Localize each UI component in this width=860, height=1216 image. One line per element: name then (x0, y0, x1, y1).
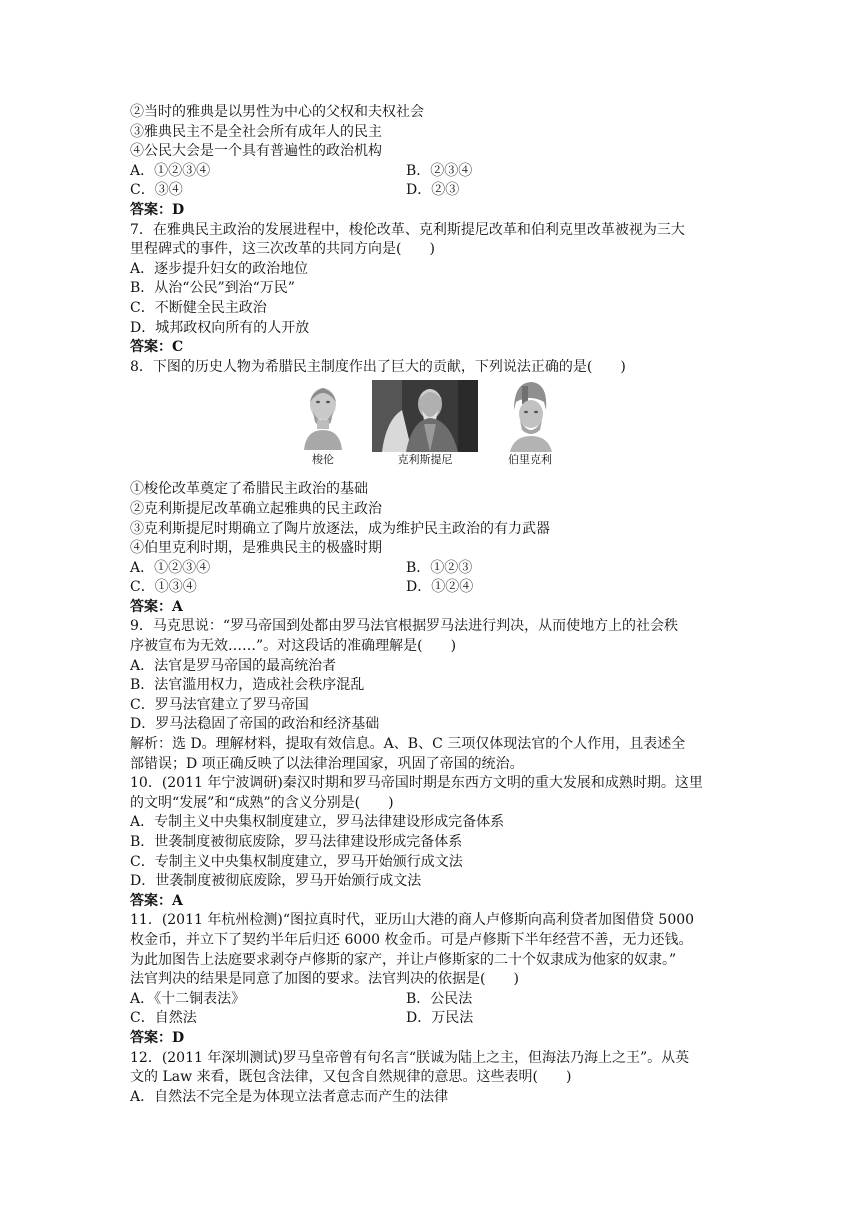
q8-statement-2: ②克利斯提尼改革确立起雅典的民主政治 (130, 500, 382, 517)
q8-option-c: C．①③④ (130, 579, 197, 596)
q11-option-d: D．万民法 (406, 1010, 474, 1027)
q12-stem-line-1: 12．(2011 年深圳测试)罗马皇帝曾有句名言“朕诚为陆上之主，但海法乃海上之王”。从英 (130, 1049, 690, 1066)
q9-option-c: C．罗马法官建立了罗马帝国 (130, 696, 309, 713)
q6-option-b: B．②③④ (406, 162, 473, 179)
solon-bust-image (298, 380, 348, 452)
q8-option-b: B．①②③ (406, 559, 473, 576)
q9-analysis-line-1: 解析：选 D。理解材料，提取有效信息。A、B、C 三项仅体现法官的个人作用，且表述全 (130, 736, 686, 753)
q11-options-row-2 (130, 1009, 740, 1029)
q8-statement-3: ③克利斯提尼时期确立了陶片放逐法，成为维护民主政治的有力武器 (130, 520, 550, 537)
figure-solon (298, 380, 348, 468)
q7-option-d: D．城邦政权向所有的人开放 (130, 319, 310, 336)
q6-statement-2: ②当时的雅典是以男性为中心的父权和夫权社会 (130, 104, 424, 120)
q6-option-c: C．③④ (130, 182, 183, 199)
q11-options-row-1 (130, 990, 740, 1010)
q10-answer: 答案：A (130, 892, 183, 909)
figure-cleisthenes (372, 380, 478, 468)
q8-statement-4: ④伯里克利时期，是雅典民主的极盛时期 (130, 540, 382, 557)
q8-option-d: D．①②④ (406, 579, 474, 596)
cleisthenes-portrait-image (372, 380, 478, 452)
q7-stem-line-2: 里程碑式的事件，这三次改革的共同方向是( ) (130, 241, 435, 258)
q6-option-a: A．①②③④ (130, 162, 211, 179)
q11-stem-line-4: 法官判决的结果是同意了加图的要求。法官判决的依据是( ) (130, 971, 519, 988)
q10-stem-line-2: 的文明“发展”和“成熟”的含义分别是( ) (130, 794, 394, 811)
q8-portrait-figures (130, 380, 740, 478)
figure-pericles (500, 380, 560, 468)
q11-stem-line-3: 为此加图告上法庭要求剥夺卢修斯的家产，并让卢修斯家的二十个奴隶成为他家的奴隶。” (130, 951, 677, 968)
q11-option-b: B．公民法 (406, 990, 473, 1007)
q12-option-a: A．自然法不完全是为体现立法者意志而产生的法律 (130, 1088, 449, 1105)
q6-answer: 答案：D (130, 201, 185, 218)
q9-stem-line-2: 序被宣布为无效……”。对这段话的准确理解是( ) (130, 638, 457, 655)
document-page (130, 103, 740, 1107)
caption-solon: 梭伦 (312, 453, 334, 467)
q8-option-a: A．①②③④ (130, 559, 211, 576)
q9-analysis-line-2: 部错误；D 项正确反映了以法律治理国家，巩固了帝国的统治。 (130, 755, 524, 772)
q8-options-row-2 (130, 578, 740, 598)
q11-stem-line-2: 枚金币，并立下了契约半年后归还 6000 枚金币。可是卢修斯下半年经营不善，无力还钱。 (130, 931, 693, 948)
caption-pericles: 伯里克利 (508, 453, 552, 467)
q9-option-a: A．法官是罗马帝国的最高统治者 (130, 657, 337, 674)
q7-option-b: B．从治“公民”到治“万民” (130, 280, 295, 297)
q8-answer: 答案：A (130, 598, 183, 615)
q6-statement-4: ④公民大会是一个具有普遍性的政治机构 (130, 143, 382, 160)
q6-option-d: D．②③ (406, 182, 460, 199)
q6-options-row-2 (130, 181, 740, 201)
q7-option-a: A．逐步提升妇女的政治地位 (130, 260, 309, 277)
q12-stem-line-2: 文的 Law 来看，既包含法律，又包含自然规律的意思。这些表明( ) (130, 1069, 572, 1086)
q10-option-b: B．世袭制度被彻底废除，罗马法律建设形成完备体系 (130, 834, 463, 850)
q7-option-c: C．不断健全民主政治 (130, 299, 267, 316)
q11-stem-line-1: 11．(2011 年杭州检测)“图拉真时代，亚历山大港的商人卢修斯向高利贷者加图借贷 5000 (130, 912, 695, 929)
q9-stem-line-1: 9．马克思说：“罗马帝国到处都由罗马法官根据罗马法进行判决，从而使地方上的社会秩 (130, 618, 679, 635)
q11-answer: 答案：D (130, 1029, 185, 1046)
q10-option-a: A．专制主义中央集权制度建立，罗马法律建设形成完备体系 (130, 814, 505, 831)
q10-option-d: D．世袭制度被彻底废除，罗马开始颁行成文法 (130, 873, 422, 890)
caption-cleisthenes: 克利斯提尼 (397, 453, 453, 467)
q7-stem-line-1: 7．在雅典民主政治的发展进程中，梭伦改革、克利斯提尼改革和伯利克里改革被视为三大 (130, 221, 685, 238)
q7-answer: 答案：C (130, 339, 184, 356)
q8-statement-1: ①梭伦改革奠定了希腊民主政治的基础 (130, 481, 368, 498)
q6-statement-3: ③雅典民主不是全社会所有成年人的民主 (130, 123, 382, 140)
pericles-bust-image (500, 380, 560, 452)
q11-option-a: A．《十二铜表法》 (130, 990, 246, 1007)
q10-stem-line-1: 10．(2011 年宁波调研)秦汉时期和罗马帝国时期是东西方文明的重大发展和成熟时期。这里 (130, 775, 703, 792)
q11-option-c: C．自然法 (130, 1010, 197, 1027)
q6-options-row-1 (130, 162, 740, 182)
q8-stem: 8．下图的历史人物为希腊民主制度作出了巨大的贡献，下列说法正确的是( ) (130, 358, 626, 375)
q10-option-c: C．专制主义中央集权制度建立，罗马开始颁行成文法 (130, 853, 463, 870)
q9-option-b: B．法官滥用权力，造成社会秩序混乱 (130, 677, 365, 694)
q9-option-d: D．罗马法稳固了帝国的政治和经济基础 (130, 716, 380, 733)
q8-options-row-1 (130, 559, 740, 579)
